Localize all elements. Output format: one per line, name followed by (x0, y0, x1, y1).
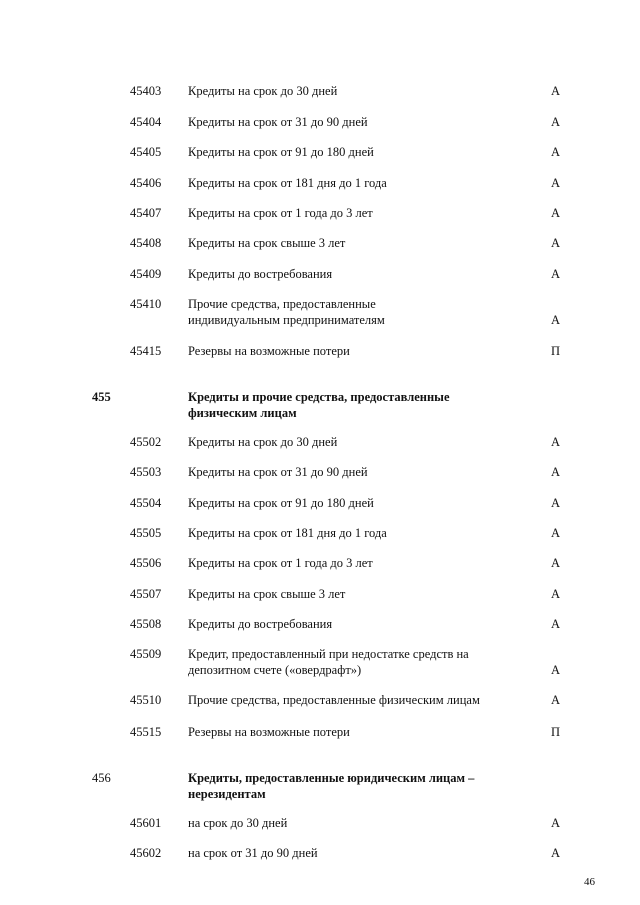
account-code: 45502 (130, 435, 162, 449)
account-code: 45515 (130, 725, 162, 739)
account-code: 45406 (130, 176, 162, 190)
account-description: Кредиты на срок от 1 года до 3 лет (188, 556, 373, 570)
account-description: Кредиты до востребования (188, 617, 333, 631)
account-description: Прочие средства, предоставленные физическим лицам (188, 693, 480, 707)
account-code: 45508 (130, 617, 162, 631)
account-code: 45410 (130, 297, 162, 311)
account-description: Резервы на возможные потери (188, 344, 350, 358)
account-type: П (551, 725, 561, 739)
account-description: Кредиты на срок от 1 года до 3 лет (188, 206, 373, 220)
account-code: 45415 (130, 344, 162, 358)
group-code: 455 (92, 390, 111, 404)
account-description: на срок от 31 до 90 дней (188, 846, 318, 860)
account-code: 45503 (130, 465, 162, 479)
account-description: Резервы на возможные потери (188, 725, 350, 739)
account-description: Кредиты на срок от 31 до 90 дней (188, 115, 368, 129)
account-code: 45405 (130, 145, 162, 159)
account-code: 45506 (130, 556, 162, 570)
page-number: 46 (584, 876, 595, 888)
account-description: Кредиты на срок от 31 до 90 дней (188, 465, 368, 479)
account-code: 45602 (130, 846, 162, 860)
account-code: 45408 (130, 236, 162, 250)
account-type: А (551, 816, 561, 830)
account-description: Кредиты на срок до 30 дней (188, 435, 338, 449)
account-type: А (551, 176, 561, 190)
account-type: П (551, 344, 561, 358)
account-type: А (551, 145, 561, 159)
group-code: 456 (92, 771, 111, 785)
account-code: 45407 (130, 206, 162, 220)
account-type: А (551, 236, 561, 250)
account-description: Прочие средства, предоставленные индивидуальным предпринимателям (188, 297, 385, 327)
account-code: 45403 (130, 84, 162, 98)
account-type: А (551, 465, 561, 479)
account-code: 45601 (130, 816, 162, 830)
account-description: Кредит, предоставленный при недостатке средств на депозитном счете («овердрафт») (188, 647, 469, 677)
group-title: Кредиты, предоставленные юридическим лицам – нерезидентам (188, 771, 475, 801)
account-description: Кредиты до востребования (188, 267, 333, 281)
account-code: 45510 (130, 693, 162, 707)
account-code: 45409 (130, 267, 162, 281)
account-description: Кредиты на срок от 181 дня до 1 года (188, 526, 387, 540)
account-code: 45509 (130, 647, 162, 661)
account-type: А (551, 587, 561, 601)
account-description: на срок до 30 дней (188, 816, 288, 830)
account-type: А (551, 84, 561, 98)
account-type: А (551, 663, 561, 677)
account-type: А (551, 846, 561, 860)
account-description: Кредиты на срок до 30 дней (188, 84, 338, 98)
account-type: А (551, 435, 561, 449)
account-type: А (551, 693, 561, 707)
account-type: А (551, 206, 561, 220)
account-type: А (551, 313, 561, 327)
account-code: 45504 (130, 496, 162, 510)
account-type: А (551, 526, 561, 540)
account-description: Кредиты на срок от 181 дня до 1 года (188, 176, 387, 190)
account-code: 45505 (130, 526, 162, 540)
account-description: Кредиты на срок свыше 3 лет (188, 587, 346, 601)
group-title: Кредиты и прочие средства, предоставленные физическим лицам (188, 390, 450, 420)
account-description: Кредиты на срок от 91 до 180 дней (188, 145, 374, 159)
account-type: А (551, 267, 561, 281)
account-code: 45507 (130, 587, 162, 601)
account-description: Кредиты на срок от 91 до 180 дней (188, 496, 374, 510)
account-type: А (551, 556, 561, 570)
account-description: Кредиты на срок свыше 3 лет (188, 236, 346, 250)
account-type: А (551, 496, 561, 510)
account-type: А (551, 115, 561, 129)
account-type: А (551, 617, 561, 631)
account-code: 45404 (130, 115, 162, 129)
